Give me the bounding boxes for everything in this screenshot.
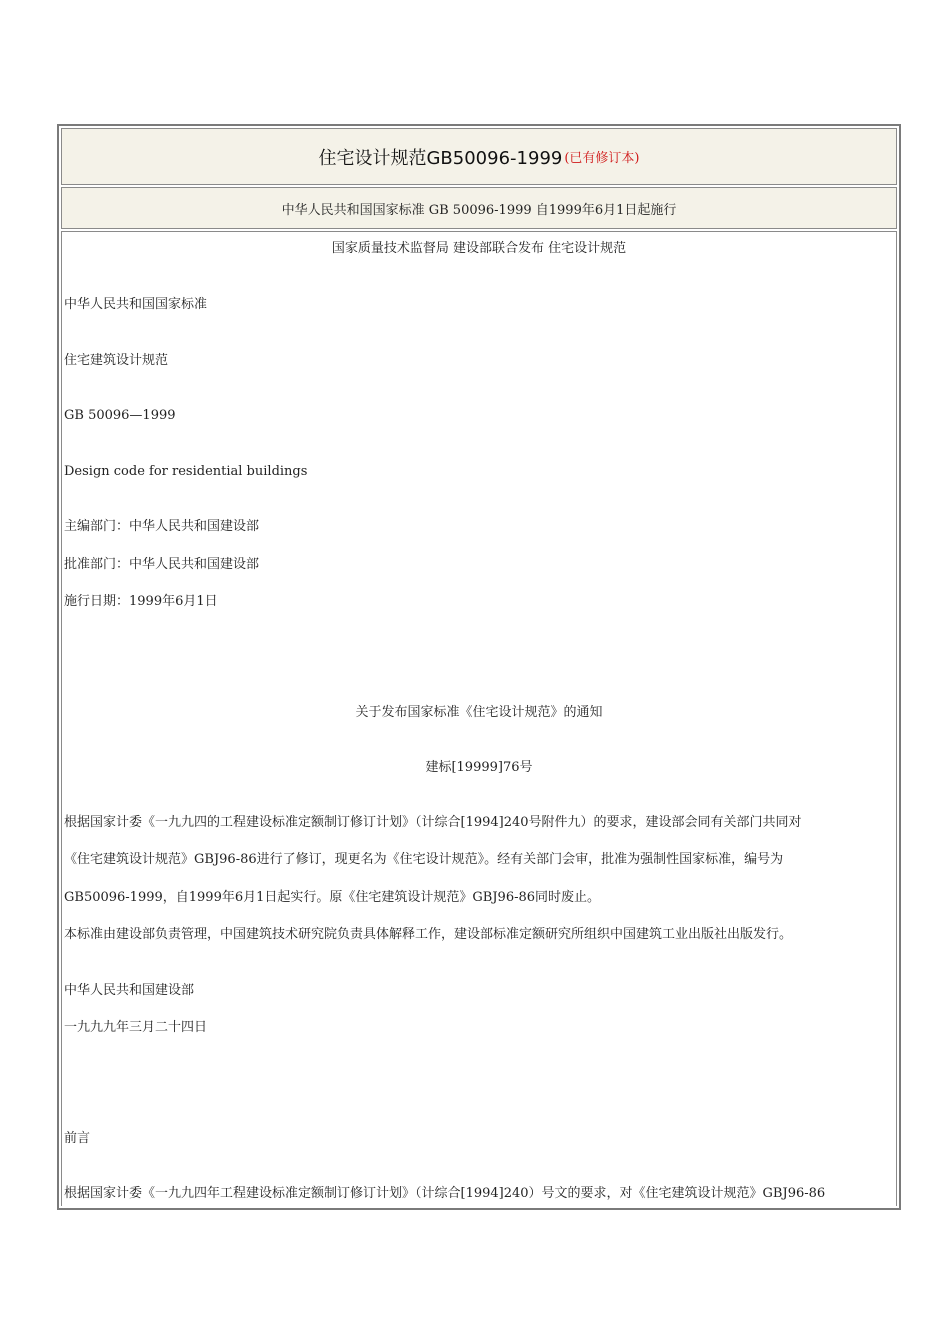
standard-type: 中华人民共和国国家标准: [64, 297, 208, 312]
subtitle-row: [61, 187, 897, 229]
notice-body-line: 《住宅建筑设计规范》GBJ96-86进行了修订，现更名为《住宅设计规范》。经有关部门会审，批准为强制性国家标准，编号为: [64, 852, 784, 867]
preface-first-line: 根据国家计委《一九九四年工程建设标准定额制订修订计划》（计综合[1994]240）号文的要求，对《住宅建筑设计规范》GBJ96-86: [64, 1186, 826, 1201]
notice-title: 关于发布国家标准《住宅设计规范》的通知: [355, 705, 603, 720]
notice-issuer: 中华人民共和国建设部: [64, 983, 195, 998]
publisher-line: 国家质量技术监督局 建设部联合发布 住宅设计规范: [331, 241, 627, 256]
approver: 批准部门：中华人民共和国建设部: [64, 557, 260, 572]
content-cell: [61, 231, 897, 1206]
document-table: [57, 124, 901, 1210]
notice-date: 一九九九年三月二十四日: [64, 1020, 208, 1035]
notice-body-line: GB50096-1999，自1999年6月1日起实行。原《住宅建筑设计规范》GBJ96-86同时废止。: [64, 890, 601, 905]
revision-note: (已有修订本): [564, 151, 640, 166]
notice-body-line: 根据国家计委《一九九四的工程建设标准定额制订修订计划》（计综合[1994]240号附件九）的要求，建设部会同有关部门共同对: [64, 815, 802, 830]
title-row: [61, 128, 897, 185]
english-title: Design code for residential buildings: [64, 464, 308, 479]
chief-editor: 主编部门：中华人民共和国建设部: [64, 519, 260, 534]
page-title: 住宅设计规范GB50096-1999: [318, 147, 563, 169]
page-subtitle: 中华人民共和国国家标准 GB 50096-1999 自1999年6月1日起施行: [281, 202, 677, 218]
preface-heading: 前言: [64, 1131, 91, 1146]
standard-name: 住宅建筑设计规范: [64, 353, 169, 368]
notice-body-line: 本标准由建设部负责管理，中国建筑技术研究院负责具体解释工作，建设部标准定额研究所组织中国建筑工业出版社出版发行。: [64, 927, 793, 942]
effective-date: 施行日期：1999年6月1日: [64, 594, 218, 609]
notice-number: 建标[19999]76号: [425, 760, 533, 775]
standard-code: GB 50096—1999: [64, 408, 176, 423]
